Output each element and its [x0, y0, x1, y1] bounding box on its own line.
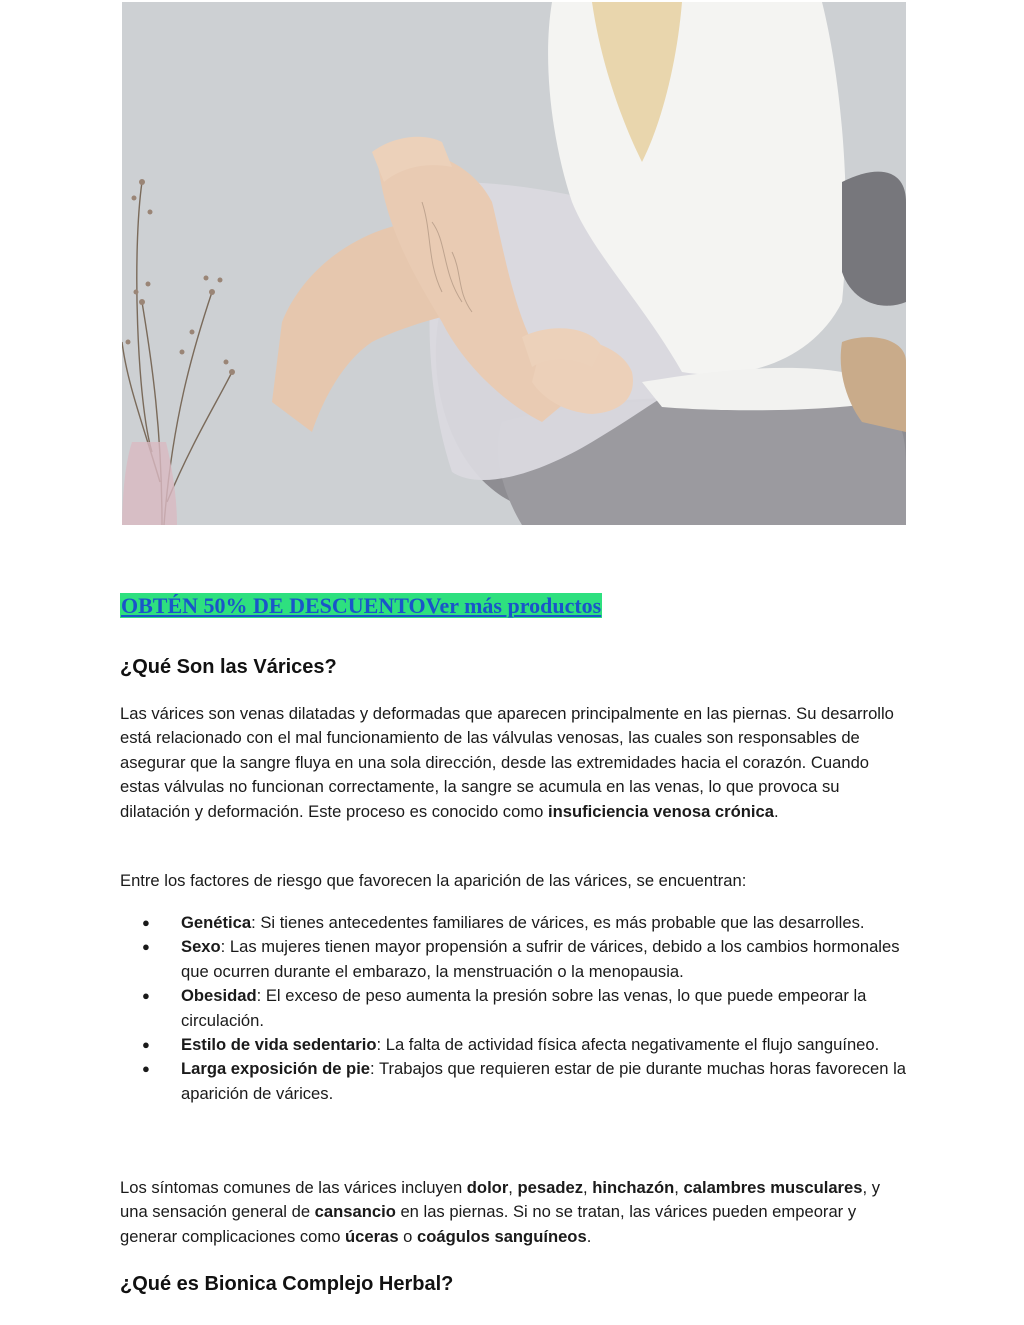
risk-term: Estilo de vida sedentario [181, 1035, 377, 1055]
symptoms-text: , [674, 1178, 684, 1197]
bullet-icon: ● [142, 1061, 150, 1077]
symptom-term: pesadez [517, 1178, 583, 1197]
risk-term: Larga exposición de pie [181, 1059, 371, 1079]
risk-text: : Si tienes antecedentes familiares de várices, es más probable que las desarrolles. [251, 913, 865, 932]
symptom-term: cansancio [314, 1202, 396, 1222]
intro-bold-term: insuficiencia venosa crónica [547, 801, 774, 821]
symptom-term: úceras [345, 1226, 399, 1246]
symptom-term: dolor [466, 1178, 509, 1197]
list-item [120, 1033, 910, 1057]
list-item [120, 984, 910, 1033]
list-item [120, 935, 910, 984]
promo-banner [120, 592, 602, 620]
symptoms-text: , [583, 1178, 593, 1197]
bullet-icon: ● [142, 988, 150, 1004]
intro-paragraph [120, 702, 910, 824]
photo-icon [122, 2, 906, 525]
risk-text: : La falta de actividad física afecta negativamente el flujo sanguíneo. [376, 1035, 880, 1055]
intro-text: Las várices son venas dilatadas y deformadas que aparecen principalmente en las piernas. Su desarrollo está relacionado con el mal funcionamiento de las válvulas venosas, las cuales son responsables de asegurar que la sangre fluya en una sola dirección, desde las extremidades hacia el corazón. Cuando estas válvulas no funcionan correctamente, la sangre se acumula en las venas, lo que provoca su dilatación y deformación. Este proceso es conocido como [120, 704, 894, 821]
symptoms-text: , y una sensación general de [120, 1178, 880, 1222]
symptom-term: hinchazón [592, 1178, 675, 1197]
symptoms-text: en las piernas. Si no se tratan, las várices pueden empeorar y generar complicaciones como [120, 1202, 857, 1246]
symptoms-text: . [586, 1226, 592, 1246]
symptoms-paragraph [120, 1176, 910, 1249]
risk-text: : Las mujeres tienen mayor propensión a sufrir de várices, debido a los cambios hormonales que ocurren durante el embarazo, la menstruación o la menopausia. [181, 937, 900, 981]
hero-photo [122, 2, 906, 525]
risk-text: : El exceso de peso aumenta la presión sobre las venas, lo que puede empeorar la circulación. [181, 986, 867, 1030]
symptom-term: coágulos sanguíneos [417, 1226, 587, 1246]
symptom-term: calambres musculares [683, 1178, 863, 1197]
list-item [120, 911, 910, 935]
discount-link[interactable]: OBTÉN 50% DE DESCUENTOVer más productos [121, 593, 602, 618]
risk-term: Obesidad [181, 986, 257, 1006]
symptoms-text: o [398, 1226, 418, 1246]
risk-factor-list [120, 911, 910, 1106]
bullet-icon: ● [142, 939, 150, 955]
section-heading-varices: ¿Qué Son las Várices? [120, 656, 337, 678]
list-item [120, 1057, 910, 1106]
risk-text: : Trabajos que requieren estar de pie durante muchas horas favorecen la aparición de várices. [181, 1059, 906, 1103]
symptoms-text: Los síntomas comunes de las várices incluyen [120, 1178, 467, 1197]
bullet-icon: ● [142, 1037, 150, 1053]
bullet-icon: ● [142, 915, 150, 930]
risk-term: Genética [181, 913, 252, 932]
section-heading-bionica: ¿Qué es Bionica Complejo Herbal? [120, 1273, 454, 1295]
symptoms-text: , [508, 1178, 518, 1197]
risk-term: Sexo [181, 937, 221, 957]
intro-end: . [773, 801, 779, 821]
risk-intro-paragraph: Entre los factores de riesgo que favorecen la aparición de las várices, se encuentran: [120, 871, 747, 890]
